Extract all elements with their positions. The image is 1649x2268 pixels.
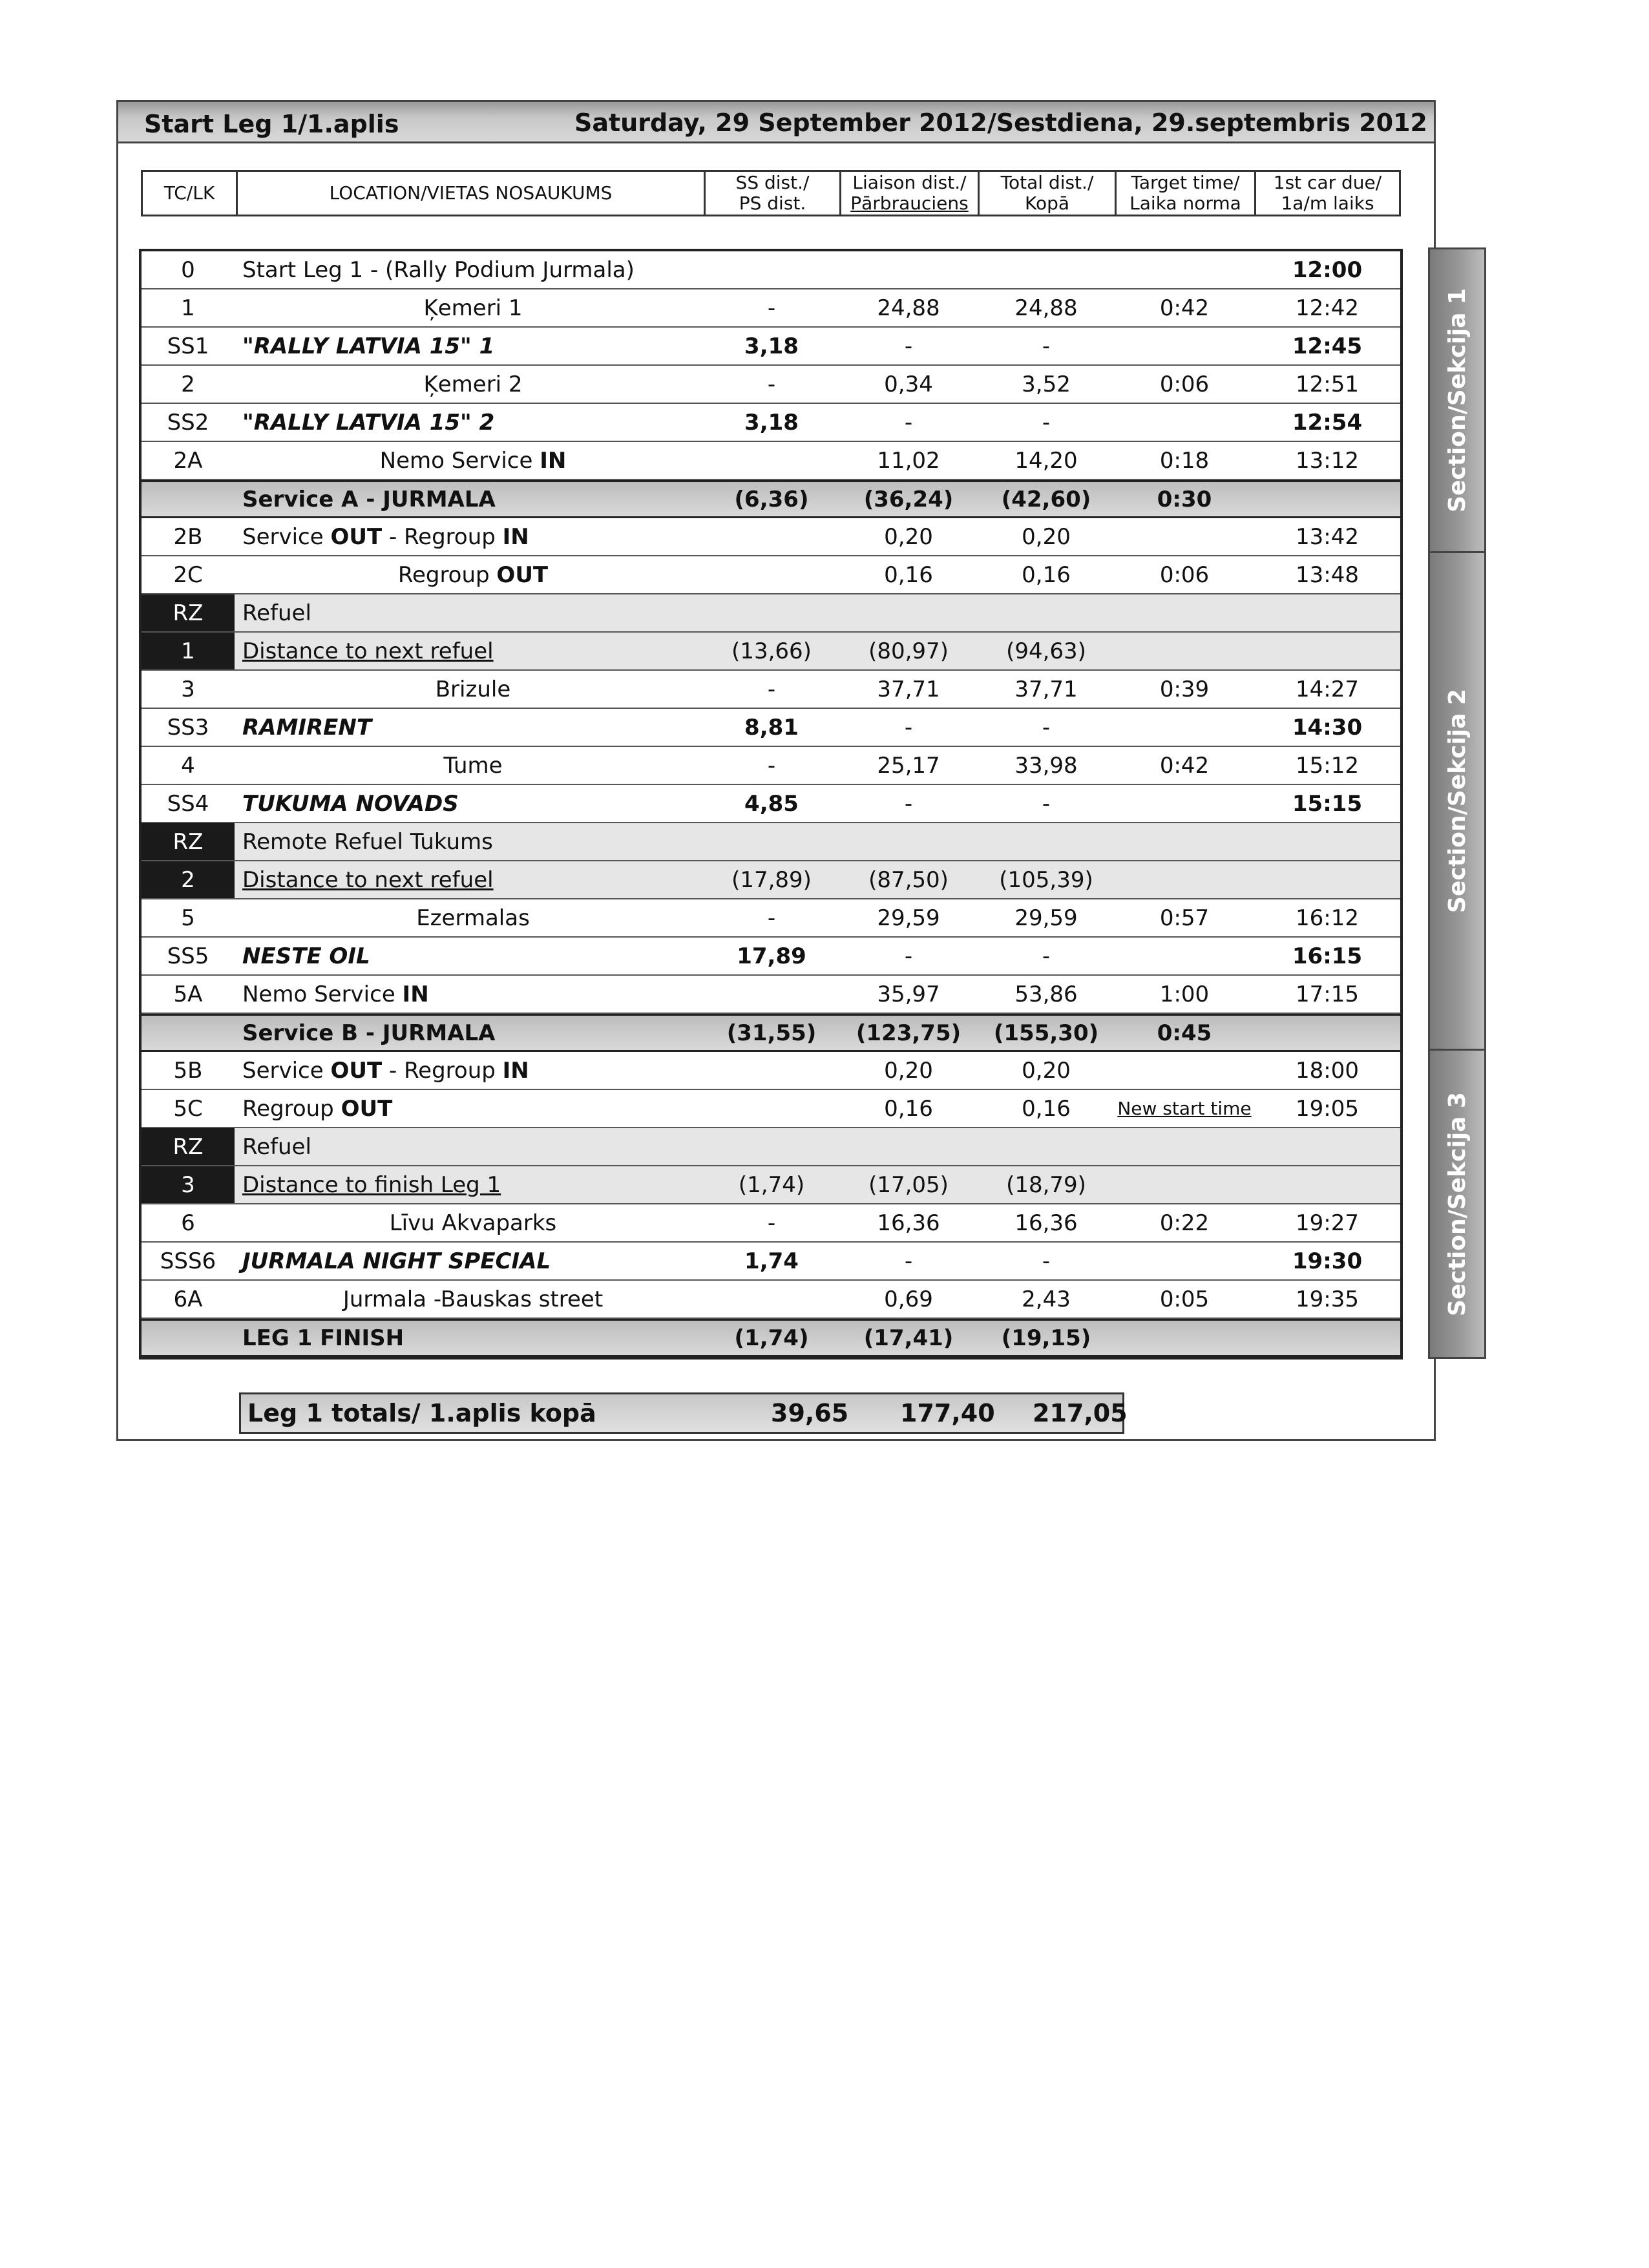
ss-dist-cell [704, 556, 839, 593]
location-part: IN [402, 981, 429, 1007]
tc-cell: RZ [142, 594, 235, 631]
location-cell: Ezermalas [416, 905, 530, 931]
liaison-dist-cell: - [904, 333, 913, 359]
ss-dist-cell [704, 976, 839, 1013]
section-3-band: Section/Sekcija 3 [1430, 1051, 1484, 1357]
first-car-due-cell [1254, 1128, 1400, 1165]
ss-dist-cell: 1,74 [744, 1248, 799, 1274]
location-cell: Service B - JURMALA [242, 1020, 496, 1046]
target-time-cell: 0:18 [1159, 447, 1210, 474]
first-car-due-cell: 18:00 [1296, 1057, 1359, 1084]
itinerary-row [142, 976, 1400, 1014]
location-cell [238, 442, 704, 479]
location-part: IN [540, 447, 567, 474]
target-time-cell [1115, 785, 1254, 822]
first-car-due-cell [1254, 861, 1400, 898]
target-time-cell: 0:42 [1159, 295, 1210, 321]
ss-dist-cell: 3,18 [744, 409, 799, 436]
target-time-cell [1115, 1243, 1254, 1279]
ss-dist-cell: (1,74) [738, 1171, 805, 1198]
liaison-dist-cell: 0,20 [884, 523, 933, 550]
target-time-cell: 0:42 [1159, 752, 1210, 779]
first-car-due-cell: 13:12 [1296, 447, 1359, 474]
first-car-due-cell: 17:15 [1296, 981, 1359, 1007]
location-part: Service [242, 1057, 331, 1084]
refuel-row [142, 1128, 1400, 1166]
location-part: OUT [496, 562, 549, 588]
itinerary-row [142, 1243, 1400, 1281]
tc-cell: 4 [181, 752, 195, 779]
tc-cell [142, 1321, 235, 1355]
liaison-dist-cell: 0,34 [884, 371, 933, 397]
itinerary-row [142, 1204, 1400, 1243]
first-car-due-cell: 15:15 [1292, 790, 1363, 817]
total-dist-cell: 14,20 [1014, 447, 1078, 474]
ss-dist-cell [704, 1052, 839, 1089]
total-dist-cell: (19,15) [1001, 1325, 1091, 1351]
ss-dist-cell [704, 442, 839, 479]
liaison-dist-cell: - [904, 790, 913, 817]
total-dist-cell: 37,71 [1014, 676, 1078, 702]
ss-dist-cell: 3,18 [744, 333, 799, 359]
title-bar [118, 102, 1434, 143]
first-car-due-cell [1254, 1016, 1400, 1050]
liaison-dist-cell: 24,88 [877, 295, 940, 321]
liaison-dist-cell: 29,59 [877, 905, 940, 931]
tc-cell: 5B [173, 1057, 203, 1084]
tc-cell: 6 [181, 1210, 195, 1236]
service-summary-row [142, 1319, 1400, 1357]
target-time-cell: 0:06 [1159, 562, 1210, 588]
total-dist-cell: 53,86 [1014, 981, 1078, 1007]
location-part: OUT [341, 1095, 393, 1122]
target-time-cell: 0:05 [1159, 1286, 1210, 1312]
itinerary-row [142, 366, 1400, 404]
totals-ss-dist: 39,65 [771, 1399, 849, 1427]
first-car-due-cell [1254, 594, 1400, 631]
liaison-dist-cell [839, 823, 978, 860]
total-dist-cell [978, 823, 1115, 860]
tc-cell [142, 1016, 235, 1050]
location-cell: TUKUMA NOVADS [242, 790, 459, 817]
location-part: IN [502, 1057, 529, 1084]
tc-cell: 5A [173, 981, 203, 1007]
total-dist-cell: - [1042, 714, 1051, 740]
liaison-dist-cell [839, 1128, 978, 1165]
tc-cell: 1 [181, 295, 195, 321]
column-header-first-car-due: 1st car due/ 1a/m laiks [1254, 172, 1399, 215]
ss-dist-cell: - [767, 752, 776, 779]
first-car-due-cell: 14:30 [1292, 714, 1363, 740]
total-dist-cell: 33,98 [1014, 752, 1078, 779]
target-time-cell: 0:30 [1157, 486, 1212, 512]
date-title: Saturday, 29 September 2012/Sestdiena, 29.septembris 2012 [574, 109, 1427, 137]
target-time-cell [1115, 404, 1254, 441]
location-cell: "RALLY LATVIA 15" 1 [242, 333, 495, 359]
location-cell: JURMALA NIGHT SPECIAL [242, 1248, 551, 1274]
target-time-cell [1115, 938, 1254, 974]
target-time-cell: 1:00 [1159, 981, 1210, 1007]
ss-dist-cell: 8,81 [744, 714, 799, 740]
location-cell [238, 556, 704, 593]
refuel-row [142, 861, 1400, 899]
location-part: Regroup [242, 1095, 341, 1122]
target-time-cell: 0:45 [1157, 1020, 1212, 1046]
ss-dist-cell [704, 1281, 839, 1318]
location-cell: Distance to next refuel [242, 866, 494, 893]
target-time-cell: New start time [1117, 1098, 1252, 1119]
location-cell: Brizule [435, 676, 511, 702]
liaison-dist-cell: 0,16 [884, 562, 933, 588]
total-dist-cell: - [1042, 790, 1051, 817]
location-cell: Tume [443, 752, 503, 779]
itinerary-row [142, 328, 1400, 366]
total-dist-cell: 0,16 [1022, 562, 1071, 588]
service-summary-row [142, 1014, 1400, 1052]
liaison-dist-cell: (80,97) [868, 638, 949, 664]
first-car-due-cell: 12:51 [1296, 371, 1359, 397]
tc-cell: SS2 [167, 409, 209, 436]
first-car-due-cell: 19:05 [1296, 1095, 1359, 1122]
ss-dist-cell: (31,55) [726, 1020, 817, 1046]
location-cell: Līvu Akvaparks [389, 1210, 557, 1236]
itinerary-row [142, 251, 1400, 289]
total-dist-cell: (155,30) [993, 1020, 1099, 1046]
liaison-dist-cell: 0,20 [884, 1057, 933, 1084]
itinerary-row [142, 442, 1400, 480]
first-car-due-cell: 13:48 [1296, 562, 1359, 588]
liaison-dist-cell [839, 594, 978, 631]
itinerary-row [142, 1281, 1400, 1319]
itinerary-row [142, 556, 1400, 594]
target-time-cell [1115, 1321, 1254, 1355]
total-dist-cell: - [1042, 1248, 1051, 1274]
target-time-cell [1115, 633, 1254, 669]
total-dist-cell: (105,39) [999, 866, 1093, 893]
first-car-due-cell: 19:30 [1292, 1248, 1363, 1274]
total-dist-cell: 2,43 [1022, 1286, 1071, 1312]
location-cell: NESTE OIL [242, 943, 370, 969]
target-time-cell: 0:39 [1159, 676, 1210, 702]
column-header-location: LOCATION/VIETAS NOSAUKUMS [236, 172, 704, 215]
location-part: Service [242, 523, 331, 550]
location-cell: Jurmala -Bauskas street [342, 1286, 604, 1312]
liaison-dist-cell: (123,75) [856, 1020, 961, 1046]
liaison-dist-cell: 0,16 [884, 1095, 933, 1122]
first-car-due-cell: 12:54 [1292, 409, 1363, 436]
ss-dist-cell [704, 1090, 839, 1127]
ss-dist-cell [704, 1128, 839, 1165]
first-car-due-cell [1254, 1321, 1400, 1355]
liaison-dist-cell: 25,17 [877, 752, 940, 779]
tc-cell: SS3 [167, 714, 209, 740]
section-sidebar [1428, 247, 1486, 1359]
itinerary-table [139, 249, 1403, 1360]
first-car-due-cell [1254, 482, 1400, 516]
liaison-dist-cell [839, 251, 978, 288]
liaison-dist-cell: (36,24) [863, 486, 954, 512]
column-header-liaison-dist: Liaison dist./ Pārbrauciens [839, 172, 978, 215]
tc-cell: 2C [173, 562, 203, 588]
location-cell: Start Leg 1 - (Rally Podium Jurmala) [242, 257, 635, 283]
itinerary-row [142, 289, 1400, 328]
first-car-due-cell: 12:42 [1296, 295, 1359, 321]
location-part: OUT [330, 523, 383, 550]
location-part: Nemo Service [242, 981, 403, 1007]
tc-cell: RZ [142, 823, 235, 860]
ss-dist-cell [704, 823, 839, 860]
total-dist-cell: - [1042, 333, 1051, 359]
itinerary-row [142, 709, 1400, 747]
total-dist-cell: - [1042, 943, 1051, 969]
location-cell: Distance to finish Leg 1 [242, 1171, 501, 1198]
totals-total-dist: 217,05 [1033, 1399, 1128, 1427]
tc-cell: 0 [181, 257, 195, 283]
target-time-cell [1115, 594, 1254, 631]
leg-title: Start Leg 1/1.aplis [144, 110, 399, 138]
total-dist-cell [978, 251, 1115, 288]
total-dist-cell: 3,52 [1022, 371, 1071, 397]
ss-dist-cell [704, 594, 839, 631]
tc-cell: RZ [142, 1128, 235, 1165]
tc-cell: 6A [173, 1286, 203, 1312]
target-time-cell: 0:22 [1159, 1210, 1210, 1236]
location-cell [238, 1090, 704, 1127]
liaison-dist-cell: (17,05) [868, 1171, 949, 1198]
total-dist-cell: 0,16 [1022, 1095, 1071, 1122]
total-dist-cell [978, 594, 1115, 631]
total-dist-cell: 29,59 [1014, 905, 1078, 931]
liaison-dist-cell: - [904, 409, 913, 436]
location-cell: Refuel [242, 1133, 311, 1160]
ss-dist-cell [704, 518, 839, 555]
target-time-cell: 0:57 [1159, 905, 1210, 931]
ss-dist-cell: 17,89 [737, 943, 806, 969]
total-dist-cell: 0,20 [1022, 523, 1071, 550]
itinerary-row [142, 938, 1400, 976]
itinerary-row [142, 1090, 1400, 1128]
location-part: Regroup [397, 562, 497, 588]
liaison-dist-cell: (87,50) [868, 866, 949, 893]
tc-cell: 2 [181, 371, 195, 397]
location-cell: Ķemeri 1 [423, 295, 523, 321]
liaison-dist-cell: (17,41) [863, 1325, 954, 1351]
location-cell: Remote Refuel Tukums [242, 828, 493, 855]
tc-cell: 2A [173, 447, 203, 474]
target-time-cell [1115, 328, 1254, 364]
first-car-due-cell: 16:12 [1296, 905, 1359, 931]
ss-dist-cell: - [767, 1210, 776, 1236]
tc-cell: 1 [142, 633, 235, 669]
tc-cell: SS1 [167, 333, 209, 359]
target-time-cell [1115, 1052, 1254, 1089]
column-header-total-dist: Total dist./ Kopā [978, 172, 1115, 215]
target-time-cell: 0:06 [1159, 371, 1210, 397]
location-cell [238, 1052, 704, 1089]
section-2-band: Section/Sekcija 2 [1430, 553, 1484, 1051]
tc-cell [142, 482, 235, 516]
itinerary-row [142, 518, 1400, 556]
tc-cell: 2B [173, 523, 203, 550]
liaison-dist-cell: - [904, 943, 913, 969]
total-dist-cell: (18,79) [1006, 1171, 1086, 1198]
total-dist-cell: 16,36 [1014, 1210, 1078, 1236]
column-header-ss-dist: SS dist./ PS dist. [704, 172, 839, 215]
location-cell: RAMIRENT [242, 714, 372, 740]
first-car-due-cell [1254, 633, 1400, 669]
first-car-due-cell: 16:15 [1292, 943, 1363, 969]
tc-cell: 2 [142, 861, 235, 898]
location-cell: Refuel [242, 600, 311, 626]
first-car-due-cell: 14:27 [1296, 676, 1359, 702]
total-dist-cell: (42,60) [1001, 486, 1091, 512]
ss-dist-cell: - [767, 371, 776, 397]
first-car-due-cell [1254, 823, 1400, 860]
totals-liaison-dist: 177,40 [900, 1399, 995, 1427]
totals-label: Leg 1 totals/ 1.aplis kopā [247, 1399, 596, 1427]
target-time-cell [1115, 861, 1254, 898]
target-time-cell [1115, 251, 1254, 288]
location-cell: Service A - JURMALA [242, 486, 496, 512]
liaison-dist-cell: 11,02 [877, 447, 940, 474]
service-summary-row [142, 480, 1400, 518]
ss-dist-cell: (6,36) [734, 486, 809, 512]
location-cell [238, 976, 704, 1013]
itinerary-row [142, 1052, 1400, 1090]
location-part: - Regroup [382, 1057, 503, 1084]
liaison-dist-cell: - [904, 1248, 913, 1274]
location-part: OUT [330, 1057, 383, 1084]
column-header-row [141, 170, 1401, 216]
ss-dist-cell: - [767, 676, 776, 702]
itinerary-row [142, 747, 1400, 785]
location-part: IN [502, 523, 529, 550]
total-dist-cell [978, 1128, 1115, 1165]
target-time-cell [1115, 1128, 1254, 1165]
column-header-target-time: Target time/ Laika norma [1115, 172, 1254, 215]
total-dist-cell: 24,88 [1014, 295, 1078, 321]
target-time-cell [1115, 823, 1254, 860]
target-time-cell [1115, 709, 1254, 746]
refuel-row [142, 633, 1400, 671]
leg-totals-bar [239, 1392, 1128, 1434]
total-dist-cell: (94,63) [1006, 638, 1086, 664]
location-cell: "RALLY LATVIA 15" 2 [242, 409, 495, 436]
liaison-dist-cell: 0,69 [884, 1286, 933, 1312]
total-dist-cell: 0,20 [1022, 1057, 1071, 1084]
ss-dist-cell [704, 251, 839, 288]
first-car-due-cell: 19:27 [1296, 1210, 1359, 1236]
first-car-due-cell: 12:45 [1292, 333, 1363, 359]
location-part: - Regroup [382, 523, 503, 550]
tc-cell: 5 [181, 905, 195, 931]
first-car-due-cell: 19:35 [1296, 1286, 1359, 1312]
first-car-due-cell: 15:12 [1296, 752, 1359, 779]
tc-cell: SSS6 [160, 1248, 216, 1274]
first-car-due-cell [1254, 1166, 1400, 1203]
target-time-cell [1115, 518, 1254, 555]
total-dist-cell: - [1042, 409, 1051, 436]
first-car-due-cell: 12:00 [1292, 257, 1363, 283]
refuel-row [142, 823, 1400, 861]
ss-dist-cell: - [767, 905, 776, 931]
ss-dist-cell: 4,85 [744, 790, 799, 817]
location-cell: LEG 1 FINISH [242, 1325, 404, 1351]
ss-dist-cell: - [767, 295, 776, 321]
liaison-dist-cell: 37,71 [877, 676, 940, 702]
liaison-dist-cell: - [904, 714, 913, 740]
location-cell: Ķemeri 2 [423, 371, 523, 397]
target-time-cell [1115, 1166, 1254, 1203]
liaison-dist-cell: 35,97 [877, 981, 940, 1007]
itinerary-row [142, 785, 1400, 823]
first-car-due-cell: 13:42 [1296, 523, 1359, 550]
tc-cell: SS5 [167, 943, 209, 969]
ss-dist-cell: (1,74) [734, 1325, 809, 1351]
ss-dist-cell: (17,89) [731, 866, 812, 893]
tc-cell: SS4 [167, 790, 209, 817]
location-cell: Distance to next refuel [242, 638, 494, 664]
tc-cell: 5C [173, 1095, 203, 1122]
section-1-band: Section/Sekcija 1 [1430, 249, 1484, 553]
itinerary-row [142, 899, 1400, 938]
ss-dist-cell: (13,66) [731, 638, 812, 664]
itinerary-row [142, 404, 1400, 442]
refuel-row [142, 1166, 1400, 1204]
itinerary-row [142, 671, 1400, 709]
refuel-row [142, 594, 1400, 633]
tc-cell: 3 [181, 676, 195, 702]
liaison-dist-cell: 16,36 [877, 1210, 940, 1236]
column-header-tc: TC/LK [163, 182, 215, 204]
location-part: Nemo Service [379, 447, 540, 474]
tc-cell: 3 [142, 1166, 235, 1203]
location-cell [238, 518, 704, 555]
